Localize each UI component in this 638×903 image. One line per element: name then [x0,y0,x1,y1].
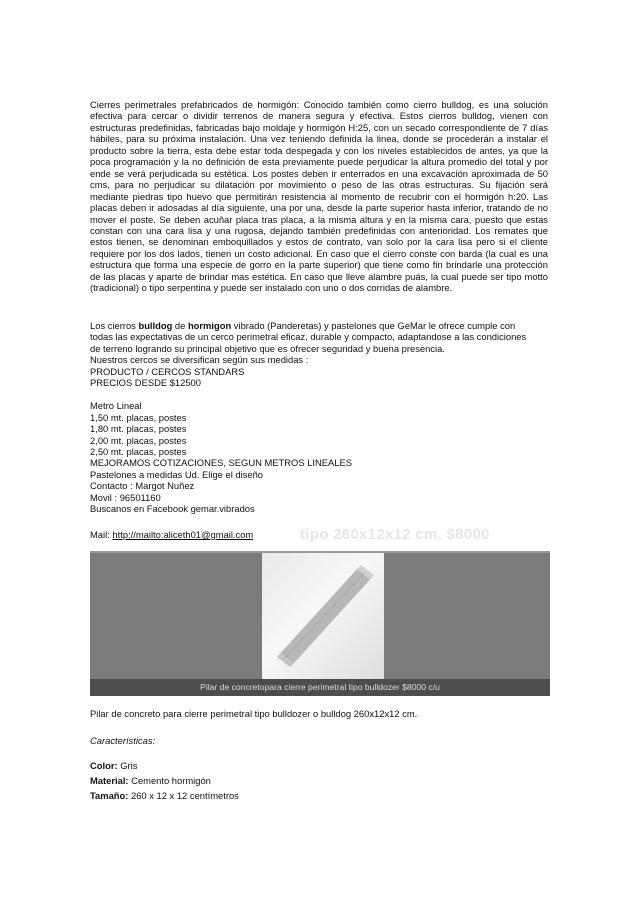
mail-link[interactable]: http://mailto:aliceth01@gmail.com [112,529,254,540]
spec-label: Tamaño: [90,790,129,801]
product-description: Pilar de concreto para cierre perimetral tipo bulldozer o bulldog 260x12x12 cm. [90,708,418,719]
image-gallery [90,551,550,696]
spec-value: 260 x 12 x 12 centímetros [128,790,239,801]
products-heading: PRODUCTO / CERCOS STANDARS [90,365,245,377]
text-run: Los cierros [90,320,139,331]
size-item: 1,50 mt. placas, postes [90,411,187,423]
blank-line [90,389,548,400]
size-item: 2,50 mt. placas, postes [90,445,187,457]
spec-material [90,775,211,786]
spec-label: Color: [90,760,118,771]
bold-bulldog: bulldog [138,320,173,331]
characteristics-heading: Características: [90,735,156,746]
size-item: 2,00 mt. placas, postes [90,434,187,446]
bold-hormigon: hormigon [187,320,232,331]
intro-paragraph: Cierres perimetrales prefabricados de hormigón: Conocido también como cierro bulldog, es una solución efectiva para cercar o dividir terrenos de manera segura y efectiva. Estos cierros bulldog, vienen con estructuras predefinidas, fabricadas bajo moldaje y hormigón H:25, con un secado correspondiente de 7 días hábiles, para su próxima instalación. Una vez teniendo definida la linea, donde se procederán a instalar el producto sobre la tierra, esta debe estar toda despegada y con los niveles establecidos de antes, ya que la poca programación y la no definición de esta previamente puede perjudicar la altura promedio del total y por ende se verá perjudicada su estética. Los postes deben ir enterrados en una excavación aproximada de 50 cms, para no perjudicar su dilatación por movimiento o peso de las otras estructuras. Su fijación será mediante piedras tipo huevo que permitirán resistencia al momento de recubrir con el hormigón h:20. Las placas deben ir adosadas al día siguiente, una por una, desde la parte superior hasta inferior, tratando de no mover el poste. Se deben acuñar placa tras placa, a la misma altura y en la misma cara, puesto que estas constan con una cara lisa y una rugosa, dejando también predefinidas con anterioridad. Los remates que estos tienen, se denominan emboquillados y estos de contrato, van solo por la cara lisa pero si el cliente requiere por los dos lados, tienen un costo adicional. En caso que el cierro conste con barda (la cual es una estructura que forma una especie de gorro en la parte superior) que tiene como fin brindarle una protección de las placas y aparte de brindar mas estética. En caso que lleve alambre puás, la cual puede ser tipo motto (tradicional) o tipo serpentina y puede ser instalado con uno o dos corridas de alambre. [90,99,548,294]
text-line: MEJORAMOS COTIZACIONES, SEGUN METROS LINEALES [90,457,353,469]
spec-value: Cemento hormigón [128,775,211,786]
spec-color [90,760,137,771]
phone-line: Movil : 96501160 [90,491,161,503]
mail-prefix: Mail: [90,529,113,540]
facebook-line: Buscanos en Facebook gemar.vibrados [90,503,255,515]
contact-line: Contacto : Margot Nuñez [90,480,195,492]
spec-size [90,790,239,801]
spec-label: Material: [90,775,129,786]
text-line: Nuestros cercos se diversifican según sus medidas : [90,354,309,366]
prices-heading: PRECIOS DESDE $12500 [90,377,201,389]
text-line: de terreno logrando su principal objetivo que es ofrecer seguridad y buena presencia. [90,342,445,354]
mail-label [90,529,253,540]
mail-row [90,526,550,550]
product-intro-line [90,320,548,331]
image-caption: Pilar de concretopara cierre perimetral tipo bulldozer $8000 c/u [200,682,440,692]
spec-value: Gris [117,760,138,771]
text-run: de [172,320,188,331]
product-paragraph [90,320,548,515]
metro-lineal-label: Metro Lineal [90,400,142,412]
text-line: Pastelones a medidas Ud. Elige el diseño [90,468,264,480]
concrete-post-icon [262,553,384,679]
concrete-post-image[interactable] [262,553,384,679]
text-line: todas las expectativas de un cerco perimetral eficaz, durable y compacto, adaptandose a las condiciones [90,331,527,343]
ghost-overlay-text: tipo 260x12x12 cm. $8000 [300,526,490,543]
size-item: 1,80 mt. placas, postes [90,423,187,435]
text-run: vibrado (Panderetas) y pastelones que GeMar le ofrece cumple con [231,320,516,331]
